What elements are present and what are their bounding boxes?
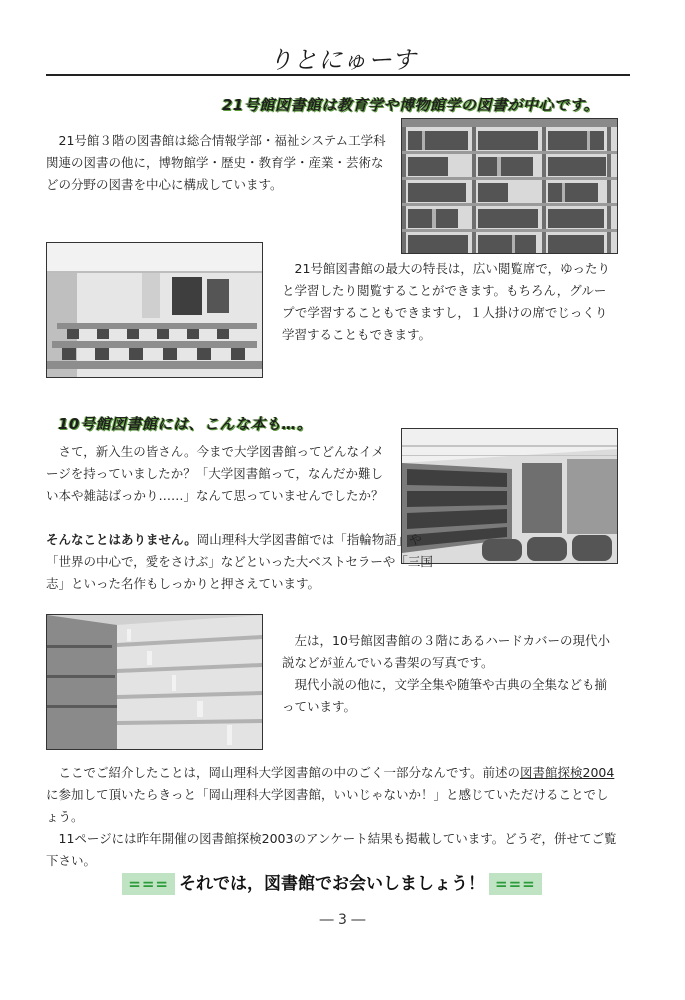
newsletter-title: りとにゅーす — [268, 46, 417, 74]
page-number: ― 3 ― — [319, 912, 366, 928]
section1-paragraph-1: 21号館３階の図書館は総合情報学部・福祉システム工学科関連の図書の他に，博物館学・歴史・教育学・産業・芸術などの分野の図書を中心に構成しています。 — [46, 133, 386, 192]
photo-reading-room-21 — [46, 242, 263, 378]
section1-paragraph-2: 21号館図書館の最大の特長は，広い閲覧席で，ゆったりと学習したり閲覧することができます。もちろん，グループで学習することもできますし，１人掛けの席でじっくり学習することもできます。 — [282, 261, 611, 342]
closing-paragraph-1 — [46, 762, 618, 828]
closing-text-1: ここでご紹介したことは，岡山理科大学図書館の中のごく一部分なんです。前述の — [58, 765, 521, 780]
closing-text-2: に参加して頂いたらきっと「岡山理科大学図書館，いいじゃないか！」と感じていただけることでしょう。 — [46, 787, 609, 824]
photo-hardcover-shelves — [46, 614, 263, 750]
closing-banner — [108, 869, 556, 893]
section2-paragraph-4: 現代小説の他に，文学全集や随筆や古典の全集なども揃っています。 — [282, 677, 608, 714]
section2-heading: 10号館図書館には、こんな本も…。 — [58, 415, 313, 433]
banner-deco-right: === — [489, 873, 542, 895]
section2-paragraph-3: 左は，10号館図書館の３階にあるハードカバーの現代小説などが並んでいる書架の写真です。 — [282, 633, 611, 670]
section2-paragraph-2 — [46, 529, 446, 595]
section1-heading: 21号館図書館は教育学や博物館学の図書が中心です。 — [222, 96, 600, 114]
library-tour-2004-link[interactable]: 図書館探検2004 — [520, 765, 615, 780]
banner-text: それでは，図書館でお会いしましょう！ — [179, 874, 485, 894]
title-rule — [46, 74, 630, 76]
section2-paragraph-2-body: 岡山理科大学図書館では「指輪物語」や「世界の中心で，愛をさけぶ」などといった大ベストセラーや「三国志」といった名作もしっかりと押さえています。 — [46, 532, 433, 591]
closing-paragraph-2: 11ページには昨年開催の図書館探検2003のアンケート結果も掲載しています。どうぞ，併せてご覧下さい。 — [46, 831, 617, 868]
banner-deco-left: === — [122, 873, 175, 895]
section2-paragraph-1: さて，新入生の皆さん。今まで大学図書館ってどんなイメージを持っていましたか？「大学図書館って，なんだか難しい本や雑誌ばっかり……」なんて思っていませんでしたか？ — [46, 444, 384, 503]
emphasis-text: そんなことはありません。 — [46, 532, 197, 547]
photo-bookshelves-21 — [401, 118, 618, 254]
